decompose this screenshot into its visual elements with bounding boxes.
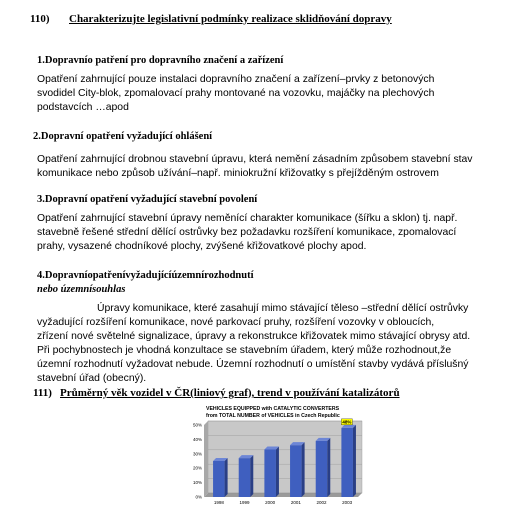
bar <box>213 461 225 497</box>
plot-back-wall <box>208 421 362 493</box>
x-tick-label: 1999 <box>239 500 250 505</box>
bar-side <box>250 455 253 497</box>
question-110-number: 110) <box>30 13 50 25</box>
x-tick-label: 2003 <box>342 500 353 505</box>
section-4-line: stavební úřad (obecný). <box>37 373 147 384</box>
x-tick-label: 2001 <box>290 500 301 505</box>
bar-side <box>276 446 279 497</box>
y-tick-label: 20% <box>192 465 202 471</box>
section-4-line: Při pochybnostech je vhodná konzultace se stavebním úřadem, který může rozhodnout,že <box>37 345 452 356</box>
section-2-line: komunikace nebo způsob užívání–např. miniokružní křižovatky s přejížděným ostrovem <box>37 168 439 179</box>
y-tick-label: 50% <box>192 422 202 428</box>
plot-floor <box>204 493 362 497</box>
chart-title: VEHICLES EQUIPPED with CATALYTIC CONVERTERS <box>206 406 340 412</box>
catalytic-converter-chart <box>186 403 366 509</box>
y-tick-label: 0% <box>195 494 202 500</box>
bar-side <box>225 458 228 497</box>
section-1-line: Opatření zahrnující pouze instalaci dopravního značení a zařízení–prvky z betonových <box>37 74 435 85</box>
section-4-heading: 4.Dopravníopatřenívyžadujícíúzemnírozhodnutí <box>37 270 254 281</box>
section-4-line: územní rozhodnutí vyžadovat nebude. Územní rozhodnutí o umístění stavby vydává příslušný <box>37 359 469 370</box>
section-4-line: Úpravy komunikace, které zasahují mimo stávající těleso –střední dělící ostrůvky <box>97 303 469 314</box>
y-tick-label: 30% <box>192 451 202 457</box>
chart-subtitle: from TOTAL NUMBER of VEHICLES in Czech Republic <box>206 413 340 419</box>
section-1-line: podstavcích …apod <box>37 102 129 113</box>
x-tick-label: 2002 <box>316 500 327 505</box>
bar <box>341 428 353 497</box>
section-1-heading: 1.Dopravnío patření pro dopravního značení a zařízení <box>37 55 284 66</box>
section-3-line: Opatření zahrnující stavební úpravy neměnící charakter komunikace (šířku a sklon) tj. např. <box>37 213 458 224</box>
section-4-line: vyžadující rozšíření komunikace, nové parkovací pruhy, rozšíření vozovky v obloucích, <box>37 317 435 328</box>
question-111-title: Průměrný věk vozidel v ČR(liniový graf), trend v používání katalizátorů <box>60 387 400 399</box>
section-1-line: svodidel City-blok, zpomalovací prahy montované na vozovku, majáčky na plechových <box>37 88 435 99</box>
bar <box>239 458 251 497</box>
x-tick-label: 1998 <box>213 500 224 505</box>
bar-side <box>327 438 330 497</box>
section-2-line: Opatření zahrnující drobnou stavební úpravu, která nemění zásadním způsobem stavební stav <box>37 154 473 165</box>
section-2-body <box>37 153 473 181</box>
x-tick-label: 2000 <box>265 500 276 505</box>
section-1-body <box>37 73 434 115</box>
bar <box>264 449 276 497</box>
section-3-body <box>37 212 457 254</box>
section-3-line: stavebně řešené střední dělící ostrůvky bez požadavku rozšíření komunikace, zpomalovací <box>37 227 457 238</box>
y-tick-label: 10% <box>192 480 202 486</box>
bar-side <box>353 425 356 497</box>
plot-side-wall <box>204 421 208 497</box>
question-111-number: 111) <box>33 387 52 399</box>
bar <box>316 441 328 497</box>
section-3-heading: 3.Dopravní opatření vyžadující stavební povolení <box>37 194 258 205</box>
section-4-body <box>37 302 470 386</box>
y-tick-label: 40% <box>192 436 202 442</box>
section-4-subheading: nebo územnísouhlas <box>37 284 126 295</box>
section-4-line: zřízení nové světelné signalizace, úpravy a rekonstrukce křižovatek mimo stávající obrysy atd. <box>37 331 471 342</box>
bar <box>290 445 302 497</box>
annotation-label: 48% <box>342 419 352 425</box>
question-110-title: Charakterizujte legislativní podmínky realizace sklidňování dopravy <box>69 13 392 25</box>
bar-side <box>302 442 305 497</box>
section-3-line: prahy, vysazené chodníkové plochy, zvýšené křižovatkové plochy apod. <box>37 241 367 252</box>
section-2-heading: 2.Dopravní opatření vyžadující ohlášení <box>33 131 213 142</box>
